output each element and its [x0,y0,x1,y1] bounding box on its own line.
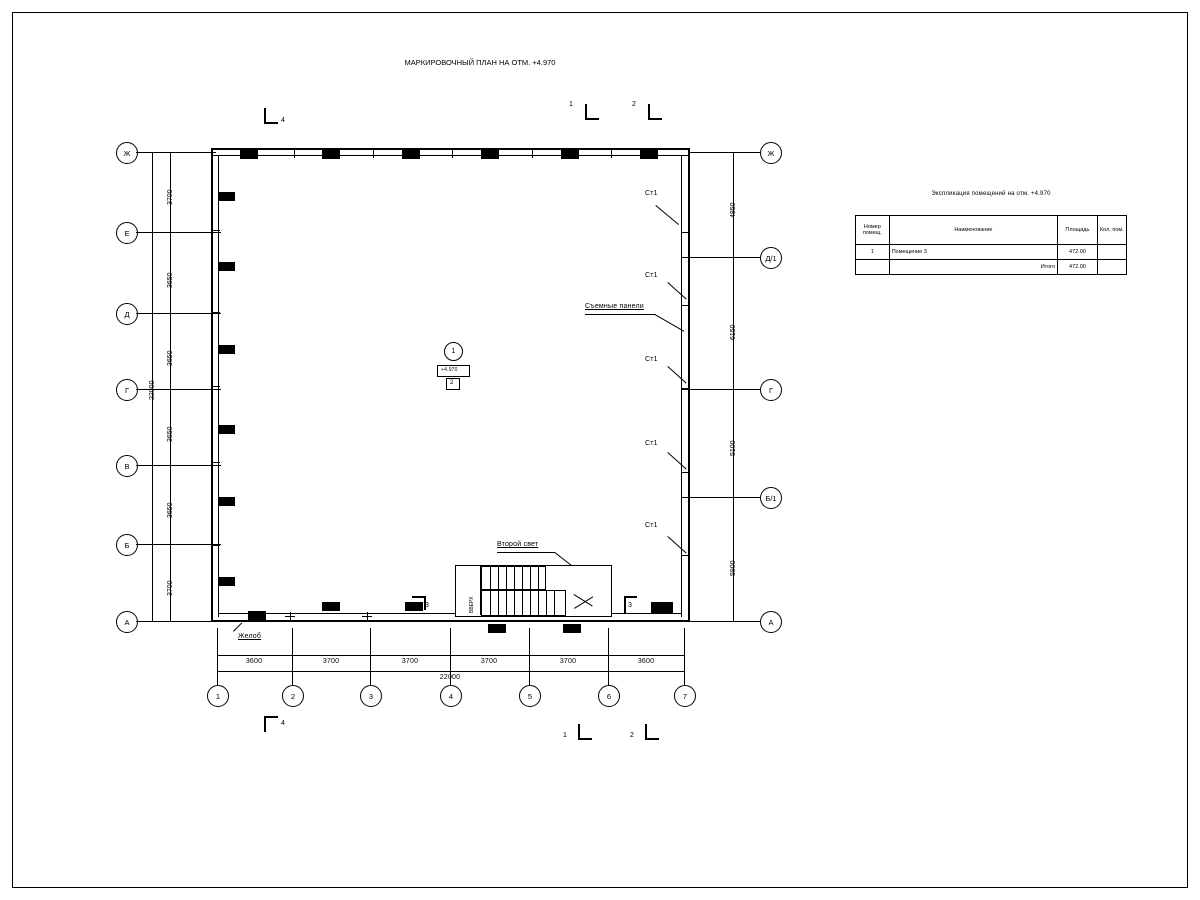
dim-bottom-4: 3700 [480,658,498,665]
cell-count-1 [1097,245,1126,260]
cut-bottom-right-arm [645,738,659,740]
leader-st1-1 [655,205,679,225]
gutter-label: Желоб [238,633,262,640]
cell-count-total [1097,260,1126,275]
grid-bubble-left-e: Е [116,222,138,244]
grid-bubble-right-zh: Ж [760,142,782,164]
stair-landing-left [455,565,481,615]
right-wall-step-2 [681,305,688,306]
column-top-3 [402,150,420,159]
right-wall-step-5 [681,555,688,556]
stair-flight-upper [481,566,546,590]
column-left-3 [219,345,235,354]
leader-st1-4 [667,452,686,469]
second-light-leader-h [497,552,555,553]
cut-inner-right-stem [624,596,626,614]
cell-number-total [856,260,890,275]
page-title: МАРКИРОВОЧНЫЙ ПЛАН НА ОТМ. +4.970 [404,58,556,67]
cut-bottom-mid-label: 1 [563,732,568,739]
wall-tick-top-3 [452,150,453,158]
dim-bottom-6: 3600 [637,658,655,665]
sheet-border-right [1187,12,1188,888]
dim-left-3: 3650 [167,350,174,366]
wall-tick-left-3 [212,386,220,387]
grid-line-e [136,232,221,233]
grid-bubble-right-g: Г [760,379,782,401]
dim-right-3: 5100 [730,440,737,456]
gutter-leader [233,623,242,632]
grid-bubble-left-g: Г [116,379,138,401]
column-bottom-5 [563,624,581,633]
cut-bottom-left-arm [264,716,278,718]
grid-line-d [136,313,221,314]
column-bottom-3 [405,602,423,611]
grid-bubble-left-d: Д [116,303,138,325]
column-left-4 [219,425,235,434]
sheet-border-left [12,12,13,888]
table-row [856,260,1127,275]
grid-bubble-bottom-6: 6 [598,685,620,707]
wall-right-outer [688,148,690,622]
cut-top-mid-arm [585,118,599,120]
grid-line-v [136,465,221,466]
wall-tick-top-2 [373,150,374,158]
col-header-number: Номер помещ. [856,216,890,245]
cut-top-right-label: 2 [632,101,637,108]
leader-st1-2 [667,282,686,299]
cut-inner-right-label: 3 [628,602,633,609]
column-top-1 [240,150,258,159]
col-header-count: Кол. пом. [1097,216,1126,245]
column-bottom-2 [322,602,340,611]
grid-bubble-left-v: В [116,455,138,477]
grid-bubble-bottom-1: 1 [207,685,229,707]
stair-up-label: ВВЕРХ [469,596,475,613]
grid-bubble-bottom-2: 2 [282,685,304,707]
dim-left-6: 3700 [167,580,174,596]
column-left-1 [219,192,235,201]
cut-top-mid-label: 1 [569,101,574,108]
col-header-area: Площадь [1058,216,1098,245]
cut-top-right-arm [648,118,662,120]
dim-left-5: 3650 [167,502,174,518]
wall-top-inner [211,155,690,156]
dim-bottom-1: 3600 [245,658,263,665]
removable-panels-leader-d [655,314,685,332]
grid-line-right-d1 [681,257,760,258]
cut-bottom-right-label: 2 [630,732,635,739]
wall-mark-4: Ст1 [645,440,658,447]
cut-top-left-label: 4 [281,117,286,124]
sheet-border-bottom [12,887,1188,888]
level-tag-box [437,365,470,377]
cut-bottom-left-stem [264,716,266,732]
wall-bottom-inner [218,613,682,614]
wall-mark-1: Ст1 [645,190,658,197]
grid-bubble-left-a: А [116,611,138,633]
wall-mark-2: Ст1 [645,272,658,279]
explication-table [855,215,1127,275]
wall-tick-left-4 [212,462,220,463]
dim-left-total: 22000 [149,380,156,400]
cell-area-1: 472.00 [1058,245,1098,260]
column-left-2 [219,262,235,271]
wall-tick-top-5 [611,150,612,158]
dim-right-chain-line [733,152,734,621]
wall-mark-5: Ст1 [645,522,658,529]
cut-bottom-left-label: 4 [281,720,286,727]
grid-bubble-bottom-5: 5 [519,685,541,707]
section-tag-box [446,378,460,390]
level-tag: +4.970 [441,367,458,373]
wall-left-outer [211,148,213,622]
column-bottom-1 [248,611,266,620]
removable-panels-label: Съемные панели [585,303,644,310]
stair-flight-lower [481,590,566,616]
removable-panels-leader-h [585,314,655,315]
dim-left-4: 3650 [167,426,174,442]
col-header-name: Наименование [889,216,1057,245]
dim-bottom-2: 3700 [322,658,340,665]
wall-tick-bottom-2b [362,616,372,617]
cell-name-1: Помещение 3 [889,245,1057,260]
column-top-2 [322,150,340,159]
grid-line-right-g [681,389,760,390]
dim-left-1: 3700 [167,189,174,205]
cell-area-total: 472.00 [1058,260,1098,275]
dim-bottom-total-line [217,671,684,672]
grid-bubble-bottom-7: 7 [674,685,696,707]
grid-line-right-b1 [681,497,760,498]
cut-bottom-mid-arm [578,738,592,740]
explication-title: Экспликация помещений на отм. +4.970 [931,191,1051,197]
grid-bubble-right-d1: Д/1 [760,247,782,269]
grid-bubble-bottom-3: 3 [360,685,382,707]
wall-tick-left-1 [212,230,220,231]
wall-tick-bottom-1b [285,616,295,617]
cut-inner-left-arm [412,596,425,598]
grid-bubble-right-b1: Б/1 [760,487,782,509]
column-left-5 [219,497,235,506]
dim-bottom-5: 3700 [559,658,577,665]
grid-line-b [136,544,221,545]
leader-st1-5 [667,536,686,553]
wall-tick-left-5 [212,545,220,546]
grid-bubble-bottom-4: 4 [440,685,462,707]
right-wall-step-4 [681,472,688,473]
right-wall-step-1 [681,232,688,233]
second-light-label: Второй свет [497,541,539,548]
column-left-6 [219,577,235,586]
grid-bubble-right-a: А [760,611,782,633]
dim-left-2: 3650 [167,272,174,288]
column-bottom-6 [651,602,673,614]
column-top-6 [640,150,658,159]
column-bottom-4 [488,624,506,633]
column-top-4 [481,150,499,159]
cut-inner-right-arm [624,596,637,598]
sheet-border-top [12,12,1188,13]
dim-right-2: 6150 [730,324,737,340]
grid-bubble-left-zh: Ж [116,142,138,164]
table-row [856,245,1127,260]
dim-bottom-total: 22000 [439,674,461,681]
grid-line-right-zh [690,152,760,153]
cut-inner-left-label: 3 [425,602,430,609]
leader-st1-3 [667,366,686,383]
wall-tick-top-4 [532,150,533,158]
dim-right-4: 5900 [730,560,737,576]
grid-bubble-left-b: Б [116,534,138,556]
table-header-row [856,216,1127,245]
cell-number-1: 1 [856,245,890,260]
dim-bottom-3: 3700 [401,658,419,665]
grid-line-right-a [690,621,760,622]
wall-tick-top-1 [294,150,295,158]
section-tag: 2 [450,380,454,386]
cut-top-left-arm [264,122,278,124]
cell-name-total: Итого [889,260,1057,275]
dim-right-1: 4850 [730,202,737,218]
dim-left-chain-line [170,152,171,621]
column-top-5 [561,150,579,159]
wall-top-outer [211,148,690,150]
grid-line-a [136,621,692,622]
room-number-bubble: 1 [444,342,463,361]
wall-mark-3: Ст1 [645,356,658,363]
void-cross [566,588,610,615]
